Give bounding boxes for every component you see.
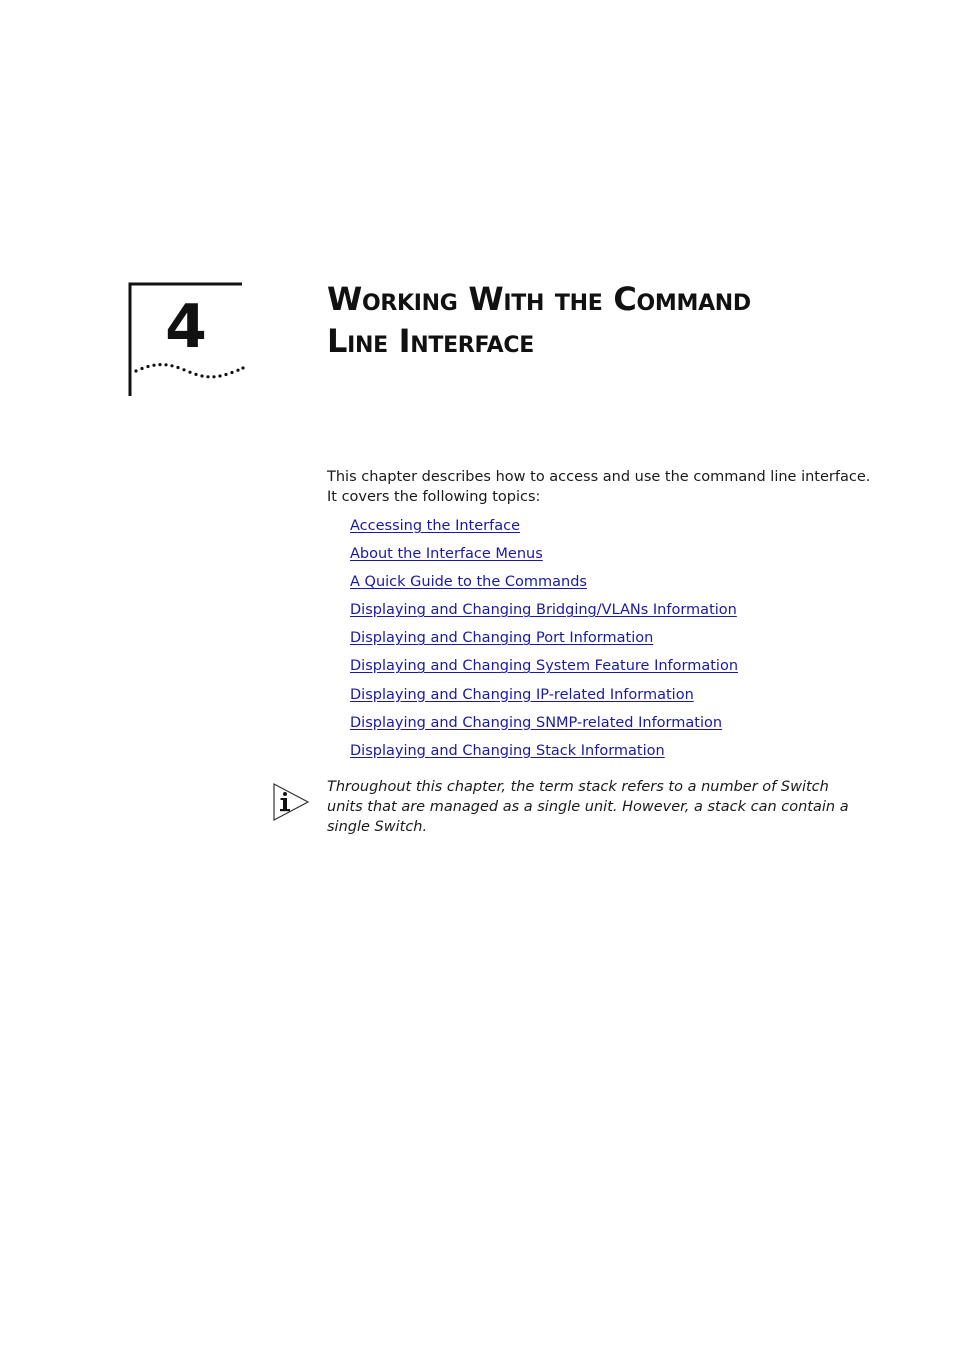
topic-link-accessing-interface[interactable]: Accessing the Interface xyxy=(350,518,520,534)
list-item xyxy=(350,543,738,571)
list-item xyxy=(350,684,738,712)
list-item xyxy=(350,515,738,543)
topic-link-snmp-related[interactable]: Displaying and Changing SNMP-related Information xyxy=(350,714,723,731)
topic-link-system-feature[interactable]: Displaying and Changing System Feature Information xyxy=(350,658,739,675)
intro-line-2: It covers the following topics: xyxy=(327,489,541,505)
intro-line-1: This chapter describes how to access and use the command line interface. xyxy=(327,469,871,485)
topic-link-interface-menus[interactable]: About the Interface Menus xyxy=(350,546,543,563)
chapter-title xyxy=(327,278,887,362)
list-item xyxy=(350,571,738,599)
chapter-title-line-2: Line Interface xyxy=(327,322,534,360)
intro-paragraph xyxy=(327,467,887,507)
topic-link-ip-related[interactable]: Displaying and Changing IP-related Information xyxy=(350,686,694,703)
list-item xyxy=(350,712,738,740)
list-item xyxy=(350,740,738,768)
chapter-title-line-1: Working With the Command xyxy=(327,280,751,318)
chapter-number: 4 xyxy=(165,292,207,362)
topic-link-bridging-vlans[interactable]: Displaying and Changing Bridging/VLANs Information xyxy=(350,602,737,619)
list-item xyxy=(350,655,738,683)
topic-list xyxy=(350,515,738,768)
topic-link-stack-information[interactable]: Displaying and Changing Stack Information xyxy=(350,742,665,759)
topic-link-quick-guide[interactable]: A Quick Guide to the Commands xyxy=(350,574,587,591)
list-item xyxy=(350,627,738,655)
note-text: Throughout this chapter, the term stack refers to a number of Switch units that are managed as a single unit. However, a stack can contain a single Switch. xyxy=(327,779,849,835)
topic-link-port-information[interactable]: Displaying and Changing Port Information xyxy=(350,630,654,647)
info-note-icon xyxy=(272,782,310,822)
list-item xyxy=(350,599,738,627)
